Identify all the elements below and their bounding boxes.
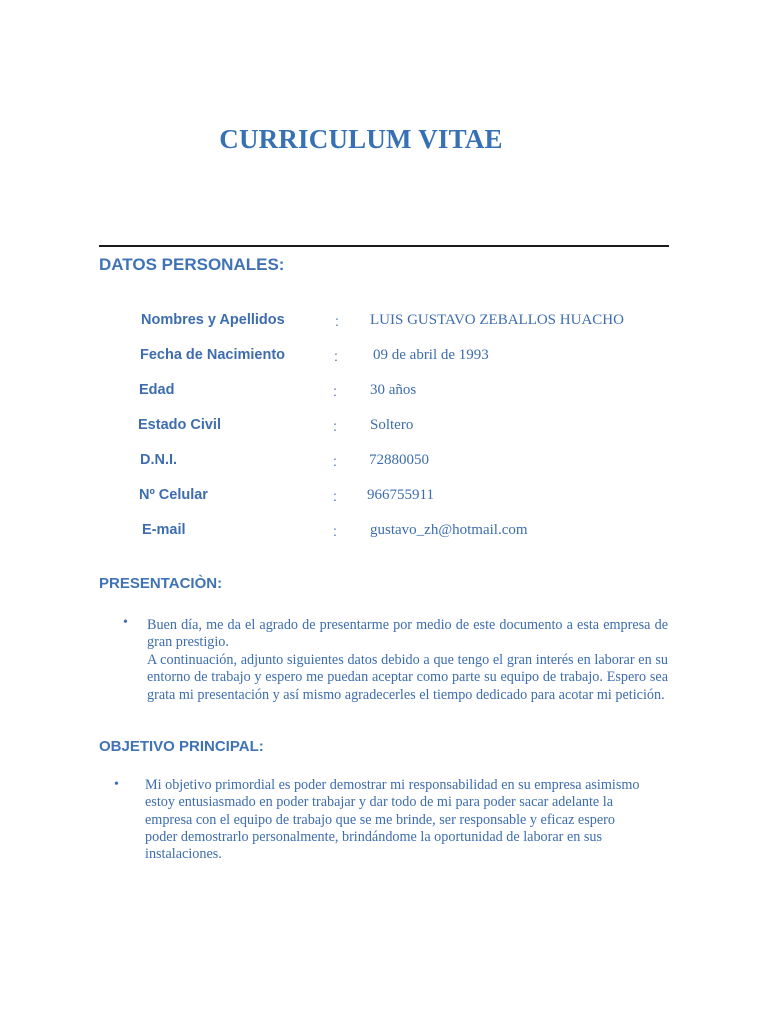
field-value-birthdate: 09 de abril de 1993 [373,347,489,363]
field-label-dni: D.N.I. [140,452,178,468]
bullet-point: • [123,615,128,630]
field-value-email: gustavo_zh@hotmail.com [370,522,528,538]
field-colon: : [333,418,337,434]
field-value-phone: 966755911 [367,487,434,503]
bullet-point: • [114,777,119,792]
field-colon: : [334,348,338,364]
field-value-dni: 72880050 [369,452,429,468]
personal-data-heading: DATOS PERSONALES: [99,255,285,274]
field-label-age: Edad [139,382,175,398]
field-colon: : [333,523,337,539]
field-value-age: 30 años [370,382,417,398]
field-label-phone: Nº Celular [139,487,208,503]
field-label-name: Nombres y Apellidos [141,312,285,328]
field-colon: : [335,313,339,329]
presentation-paragraph-2: A continuación, adjunto siguientes datos debido a que tengo el gran interés en laborar en su entorno de trabajo y espero me puedan aceptar como parte su equipo de trabajo. Espero sea grata mi presentación y así mismo agradecerles el tiempo dedicado para acotar mi petición. [147,652,668,703]
objective-heading: OBJETIVO PRINCIPAL: [99,738,264,755]
field-value-marital-status: Soltero [370,417,414,433]
field-label-email: E-mail [142,522,186,538]
field-value-name: LUIS GUSTAVO ZEBALLOS HUACHO [370,312,624,328]
field-label-birthdate: Fecha de Nacimiento [140,347,286,363]
field-colon: : [333,383,337,399]
document-title: CURRICULUM VITAE [219,124,503,154]
header-divider [99,245,669,247]
presentation-heading: PRESENTACIÒN: [99,575,223,592]
field-label-marital-status: Estado Civil [138,417,221,433]
presentation-paragraph-1: Buen día, me da el agrado de presentarme por medio de este documento a esta empresa de gran prestigio. [147,617,668,651]
field-colon: : [333,488,337,504]
objective-paragraph: Mi objetivo primordial es poder demostrar mi responsabilidad en su empresa asimismo estoy entusiasmado en poder trabajar y dar todo de mi para poder sacar adelante la empresa con el equipo de trabajo que se me brinde, ser responsable y eficaz espero poder demostrarlo personalmente, brindándome la oportunidad de laborar en sus instalaciones. [145,777,640,863]
field-colon: : [333,453,337,469]
